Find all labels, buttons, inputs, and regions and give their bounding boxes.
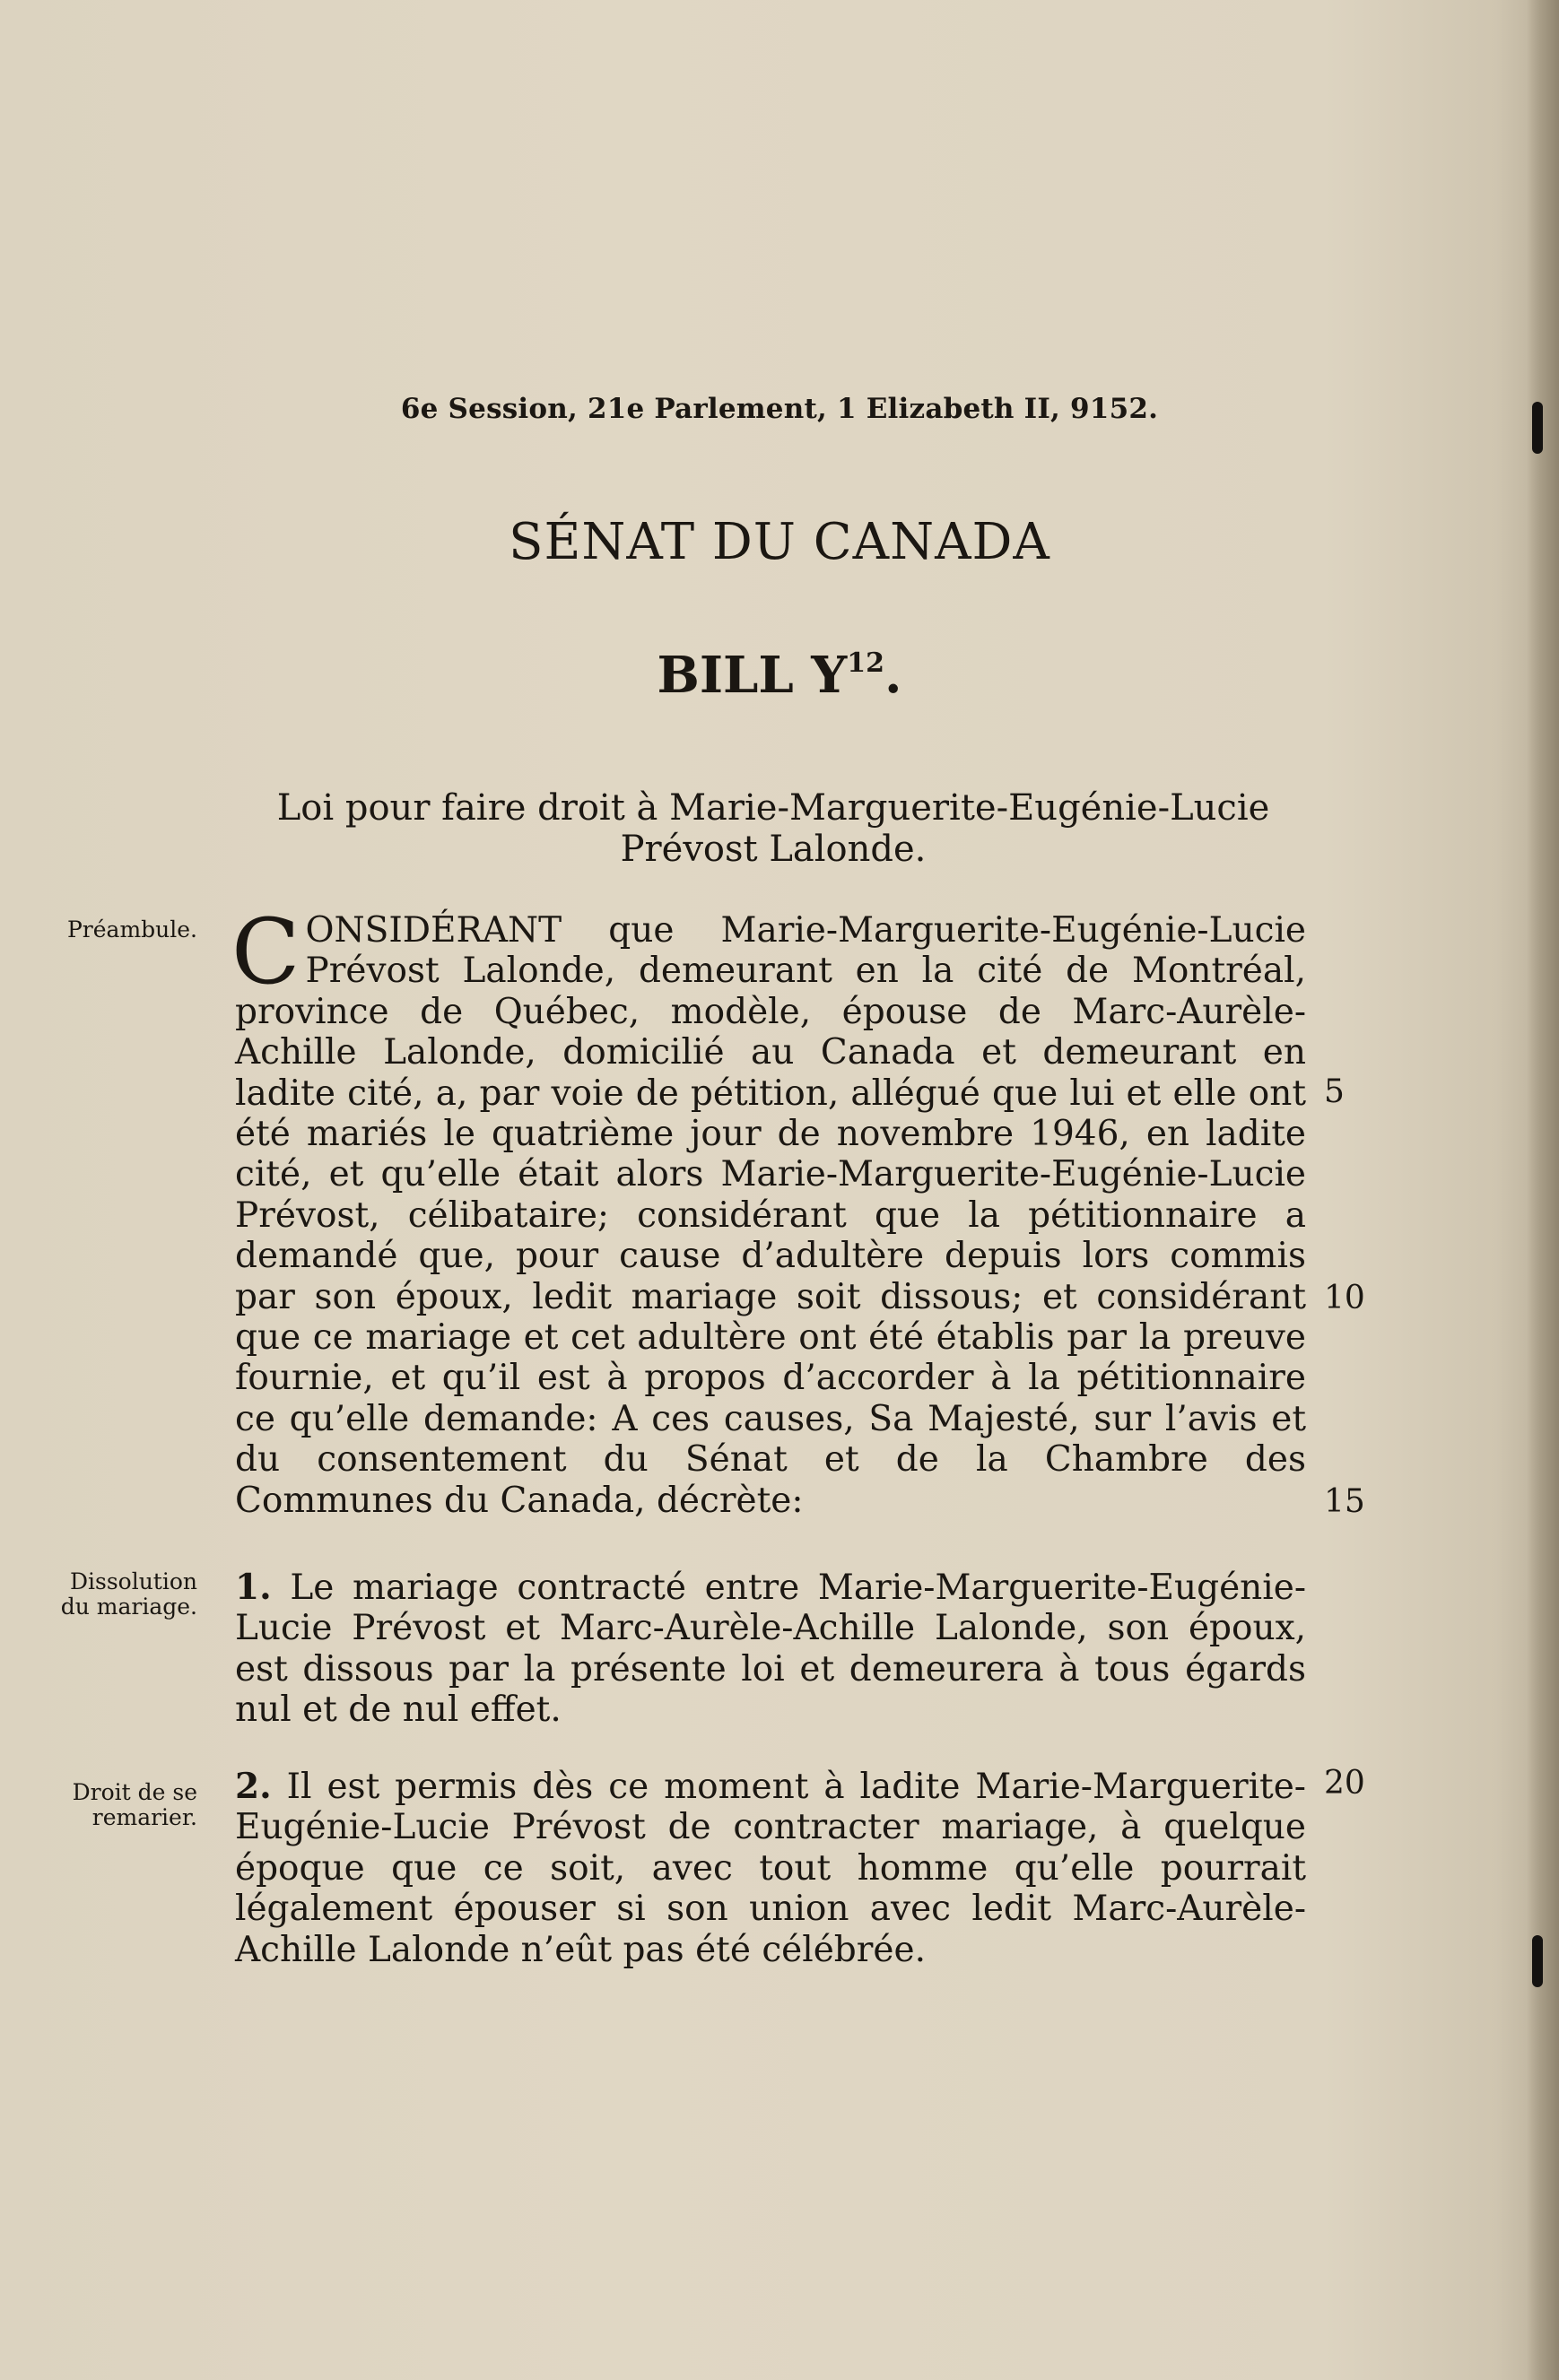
preamble-text: ONSIDÉRANT que Marie-Marguerite-Eugénie-Lucie Prévost Lalonde, demeurant en la cité de Montréal, province de Québec, modèle, épouse de Marc-Aurèle-Achille Lalonde, domicilié au Canada et demeurant en ladite cité, a, par voie de pétition, allégué que lui et elle ont été mariés le quatrième jour de novembre 1946, en ladite cité, et qu’elle était alors Marie-Marguerite-Eugénie-Lucie Prévost, célibataire; considérant que la pétitionnaire a demandé que, pour cause d’adultère depuis lors commis par son époux, ledit mariage soit dissous; et considérant que ce mariage et cet adultère ont été établis par la preuve fournie, et qu’il est à propos d’accorder à la pétitionnaire ce qu’elle demande: A ces causes, Sa Majesté, sur l’avis et du consentement du Sénat et de la Chambre des Communes du Canada, décrète: bbox=[235, 910, 1306, 1521]
page-binding-edge bbox=[1527, 0, 1559, 2380]
section-1-paragraph bbox=[235, 1568, 1306, 1731]
section-1-text: Le mariage contracté entre Marie-Marguerite-Eugénie-Lucie Prévost et Marc-Aurèle-Achille Lalonde, son époux, est dissous par la présente loi et demeurera à tous égards nul et de nul effet. bbox=[235, 1568, 1307, 1731]
line-number-15: 15 bbox=[1324, 1483, 1365, 1520]
drop-cap: C bbox=[231, 899, 300, 1004]
bill-superscript: 12 bbox=[847, 647, 884, 679]
bill-suffix: . bbox=[884, 646, 902, 705]
section-2-paragraph bbox=[235, 1767, 1306, 1970]
margin-note-dissolution: Dissolution du mariage. bbox=[60, 1568, 197, 1620]
punch-hole bbox=[1532, 402, 1543, 454]
session-header: 6e Session, 21e Parlement, 1 Elizabeth II, 9152. bbox=[400, 393, 1159, 425]
act-title: Loi pour faire droit à Marie-Marguerite-Eugénie-Lucie Prévost Lalonde. bbox=[276, 787, 1270, 870]
senate-title: SÉNAT DU CANADA bbox=[509, 513, 1050, 571]
margin-note-remarier: Droit de se remarier. bbox=[72, 1779, 197, 1830]
bill-label: BILL Y bbox=[657, 646, 848, 705]
section-2-number: 2. bbox=[235, 1766, 272, 1807]
margin-note-preamble: Préambule. bbox=[66, 916, 197, 942]
line-number-5: 5 bbox=[1324, 1073, 1345, 1110]
punch-hole bbox=[1532, 1935, 1543, 1987]
preamble-paragraph bbox=[231, 899, 1306, 1521]
section-2-text: Il est permis dès ce moment à ladite Marie-Marguerite-Eugénie-Lucie Prévost de contracter mariage, à quelque époque que ce soit, avec tout homme qu’elle pourrait légalement épouser si son union avec ledit Marc-Aurèle-Achille Lalonde n’eût pas été célébrée. bbox=[235, 1767, 1306, 1970]
bill-number bbox=[0, 646, 1559, 705]
line-number-10: 10 bbox=[1324, 1280, 1365, 1316]
section-1-number: 1. bbox=[235, 1567, 272, 1608]
line-number-20: 20 bbox=[1324, 1765, 1365, 1802]
